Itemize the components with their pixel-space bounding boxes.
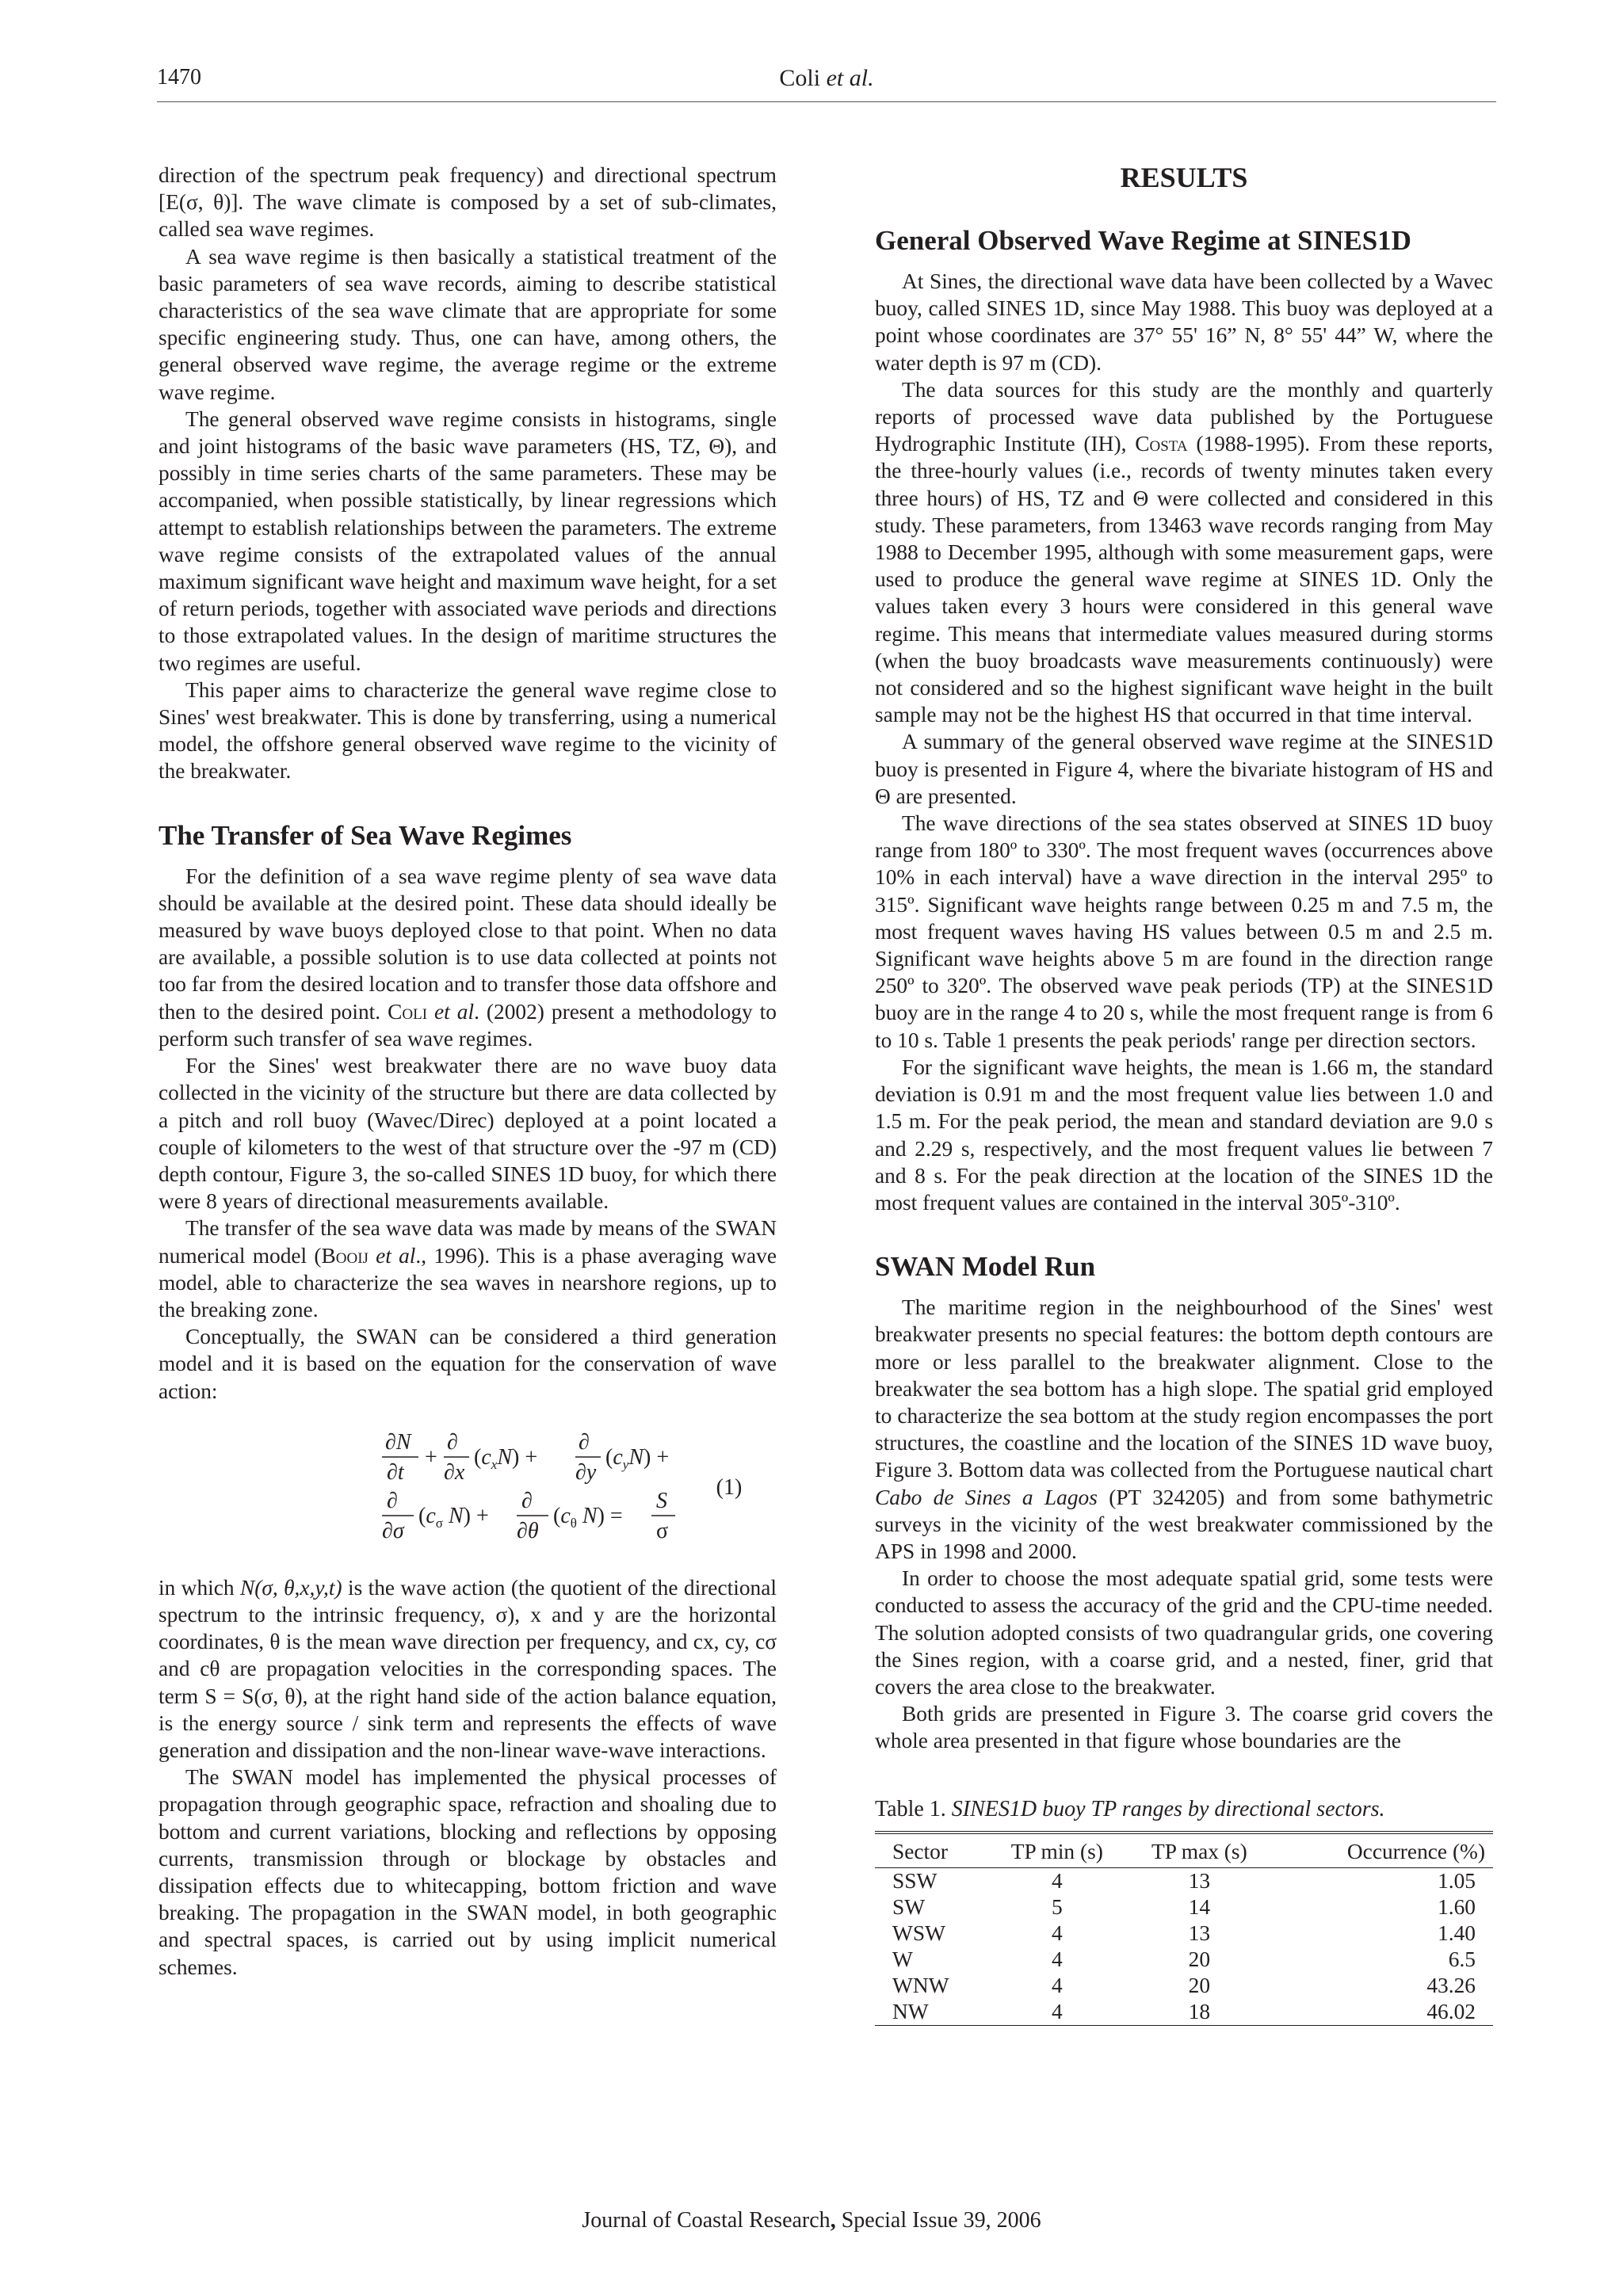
paragraph: The wave directions of the sea states observed at SINES 1D buoy range from 180º to 330º. The most frequent waves (occurrences above 10% in each interval) have a wave direction in the interval 295º to 315º. Significant wave heights range between 0.25 m and 7.5 m, the most frequent waves having HS values between 0.5 m and 2.5 m. Significant wave heights above 5 m are found in the direction range 250º to 320º. The observed wave peak periods (TP) at the SINES1D buoy are in the range 4 to 20 s, while the most frequent range is from 6 to 10 s. Table 1 presents the peak periods' range per direction sectors. — [875, 811, 1493, 1052]
section-heading-results: RESULTS — [1120, 162, 1248, 193]
paragraph: In order to choose the most adequate spatial grid, some tests were conducted to assess the accuracy of the grid and the CPU-time needed. The solution adopted consists of two quadrangular grids, one covering the Sines region, with a coarse grid, and a nested, finer, grid that covers the area close to the breakwater. — [875, 1566, 1493, 1699]
journal-name: Journal of Coastal Research — [582, 2208, 831, 2233]
text-span: The data sources for this study are the monthly and quarterly reports of processed wave data published by the Portuguese Hydrographic Institute (IH), — [875, 377, 1493, 456]
table-cell: 20 — [1188, 1947, 1211, 1971]
equation-number: (1) — [716, 1474, 743, 1500]
table-cell: 4 — [1051, 1973, 1063, 1997]
section-heading-swan: SWAN Model Run — [875, 1251, 1096, 1283]
text-span: The maritime region in the neighbourhood of the Sines' west breakwater presents no special features: the bottom depth contours are more or less parallel to the breakwater alignment. Close to the breakwater the sea bottom has a high slope. The spatial grid employed to characterize the sea bottom at the study region encompasses the port structures, the coastline and the location of the SINES 1D wave buoy, Figure 3. Bottom data was collected from the Portuguese nautical chart — [875, 1295, 1493, 1482]
section-heading-general: General Observed Wave Regime at SINES1D — [875, 225, 1411, 256]
table-row — [875, 1894, 1493, 1920]
table-header-cell: Occurrence (%) — [1272, 1833, 1493, 1868]
text-span: (1988-1995). From these reports, the three-hourly values (i.e., records of twenty minutes taken every three hours) of HS, TZ and Θ were collected and considered in this study. These parameters, from 13463 wave records ranging from May 1988 to December 1995, although with some measurement gaps, were used to produce the general wave regime at SINES 1D. Only the values taken every 3 hours were considered in this general wave regime. This means that intermediate values measured during storms (when the buoy broadcasts wave measurements continuously) were not considered and so the highest significant wave height in the built sample may not be the highest HS that occurred in that time interval. — [875, 432, 1494, 727]
paragraph: A summary of the general observed wave regime at the SINES1D buoy is presented in Figure 4, where the bivariate histogram of HS and Θ are presented. — [875, 730, 1493, 808]
table-cell: 4 — [1051, 1947, 1063, 1971]
table-header-cell: TP max (s) — [1127, 1833, 1272, 1868]
table-row — [875, 1973, 1493, 1999]
citation-author: Costa — [1135, 432, 1188, 456]
symbol-wave-action: N(σ, θ,x,y,t) — [239, 1575, 342, 1600]
text-span: in which — [158, 1575, 235, 1600]
svg-text:(cσ N) +: ($c_\sigma$ N) + — [418, 1503, 489, 1531]
right-column — [875, 162, 1493, 2026]
text-span: . (2002) present a methodology to perform such transfer of sea wave regimes. — [158, 999, 777, 1051]
svg-text:σ: σ — [656, 1518, 669, 1543]
table-cell: 4 — [1051, 1868, 1063, 1893]
table-cell: 13 — [1188, 1920, 1211, 1945]
svg-text:(cθ N) =: ($c_\theta$ N) = — [553, 1503, 623, 1531]
table-header-cell: Sector — [875, 1833, 987, 1868]
equation-1 — [158, 1428, 777, 1547]
table-cell: 20 — [1188, 1973, 1211, 1997]
svg-text:+: + — [425, 1444, 437, 1470]
text-span: (PT 324205) and from some bathymetric surveys in the vicinity of the west breakwater commissioned by the APS in 1998 and 2000. — [875, 1485, 1493, 1563]
text-span: For the definition of a sea wave regime plenty of sea wave data should be available at the desired point. These data should ideally be measured by wave buoys deployed close to that point. When no data are available, a possible solution is to use data collected at points not too far from the desired location and to transfer those data offshore and then to the desired point. — [158, 864, 777, 1024]
citation-etal: et al — [434, 999, 475, 1024]
equation-graphic — [380, 1428, 682, 1547]
svg-text:S: S — [656, 1488, 667, 1513]
text-span: ., 1996). This is a phase averaging wave model, able to characterize the sea waves in nearshore regions, up to the breaking zone. — [158, 1243, 777, 1322]
table-cell: 18 — [1127, 1999, 1272, 2026]
paragraph: A sea wave regime is then basically a statistical treatment of the basic parameters of sea wave records, aiming to describe statistical characteristics of the sea wave climate that are appropriate for some specific engineering study. Thus, one can have, among others, the general observed wave regime, the average regime or the extreme wave regime. — [158, 244, 777, 404]
section-heading-transfer: The Transfer of Sea Wave Regimes — [158, 819, 572, 851]
table-cell: W — [892, 1947, 913, 1971]
table-cell: WSW — [892, 1920, 945, 1945]
paragraph: Conceptually, the SWAN can be considered a third generation model and it is based on the equation for the conservation of wave action: — [158, 1325, 777, 1403]
svg-text:∂t: ∂t — [387, 1459, 404, 1485]
paragraph — [875, 376, 1493, 729]
paragraph: This paper aims to characterize the general wave regime close to Sines' west breakwater. This is done by transferring, using a numerical model, the offshore general observed wave regime to the vicinity of the breakwater. — [158, 677, 777, 784]
citation-author: Booij — [321, 1243, 369, 1268]
table-cell: 1.05 — [1438, 1868, 1476, 1893]
table-row — [875, 1947, 1493, 1973]
paragraph: The SWAN model has implemented the physical processes of propagation through geographic space, refraction and shoaling due to bottom and current variations, blocking and reflections by opposing currents, transmission through or blockage by obstacles and dissipation effects due to whitecapping, bottom friction and wave breaking. The propagation in the SWAN model, in both geographic and spectral spaces, is carried out by using implicit numerical schemes. — [158, 1765, 777, 1979]
svg-text:(cxN) +: $(c_xN)$ + — [474, 1444, 538, 1472]
page-number: 1470 — [157, 65, 201, 90]
table-cell: 43.26 — [1426, 1973, 1476, 1997]
table-row — [875, 1867, 1493, 1894]
svg-text:∂θ: ∂θ — [517, 1518, 539, 1543]
table-cell: 14 — [1188, 1894, 1211, 1919]
svg-text:∂: ∂ — [521, 1488, 533, 1513]
citation-author: Coli — [388, 999, 428, 1024]
paragraph — [875, 1294, 1493, 1565]
table-caption-label: Table 1. — [875, 1796, 946, 1821]
table-cell: 5 — [1051, 1894, 1063, 1919]
paragraph: For the significant wave heights, the mean is 1.66 m, the standard deviation is 0.91 m and the most frequent value lies between 1.0 and 1.5 m. For the peak period, the mean and standard deviation are 9.0 s and 2.29 s, respectively, and the most frequent values lie between 7 and 8 s. For the peak direction at the location of the SINES 1D the most frequent values are contained in the interval 305º-310º. — [875, 1055, 1493, 1215]
running-head-author: Coli — [779, 65, 821, 91]
table-caption — [875, 1796, 1493, 1823]
paragraph: direction of the spectrum peak frequency) and directional spectrum [E(σ, θ)]. The wave climate is composed by a set of sub-climates, called sea wave regimes. — [158, 163, 777, 242]
citation-etal: et al — [376, 1243, 416, 1268]
paragraph — [158, 863, 777, 1052]
table-cell: 6.5 — [1448, 1947, 1476, 1971]
journal-issue: Special Issue 39, 2006 — [841, 2208, 1041, 2233]
paragraph: For the Sines' west breakwater there are no wave buoy data collected in the vicinity of the structure but there are data collected by a pitch and roll buoy (Wavec/Direc) deployed at a point located a couple of kilometers to the west of that structure over the -97 m (CD) depth contour, Figure 3, the so-called SINES 1D buoy, for which there were 8 years of directional measurements available. — [158, 1054, 777, 1214]
table-caption-text: SINES1D buoy TP ranges by directional sectors. — [951, 1796, 1385, 1821]
table-cell: 1.60 — [1438, 1894, 1476, 1919]
running-header — [157, 62, 1496, 102]
table-cell: 46.02 — [1272, 1999, 1493, 2026]
table-row — [875, 1999, 1493, 2026]
table-header-row — [875, 1833, 1493, 1868]
chart-name: Cabo de Sines a Lagos — [875, 1485, 1098, 1509]
text-span: is the wave action (the quotient of the directional spectrum to the intrinsic frequency, σ), x and y are the horizontal coordinates, θ is the mean wave direction per frequency, and cx, cy, cσ and cθ are propagation velocities in the corresponding spaces. The term S = S(σ, θ), at the right hand side of the action balance equation, is the energy source / sink term and represents the effects of wave generation and dissipation and the non-linear wave-wave interactions. — [158, 1575, 777, 1762]
table-header-cell: TP min (s) — [987, 1833, 1127, 1868]
table-cell: SW — [892, 1894, 926, 1919]
paragraph — [158, 1574, 777, 1764]
running-head-etal: et al. — [826, 65, 874, 91]
table-cell: 1.40 — [1438, 1920, 1476, 1945]
page-footer: Journal of Coastal Research, Special Issue 39, 2006 — [582, 2208, 1041, 2233]
svg-text:∂y: ∂y — [575, 1459, 597, 1485]
svg-text:∂: ∂ — [579, 1429, 590, 1455]
svg-text:(cyN) +: $(c_yN)$ + — [605, 1444, 670, 1472]
paragraph: The general observed wave regime consists in histograms, single and joint histograms of the basic wave parameters (HS, TZ, Θ), and possibly in time series charts of the same parameters. These may be accompanied, when possible statistically, by linear regressions which attempt to establish relationships between the parameters. The extreme wave regime consists of the extrapolated values of the annual maximum significant wave height and maximum wave height, for a set of return periods, together with associated wave periods and directions to those extrapolated values. In the design of maritime structures the two regimes are useful. — [158, 406, 777, 675]
paragraph: At Sines, the directional wave data have been collected by a Wavec buoy, called SINES 1D, since May 1988. This buoy was deployed at a point whose coordinates are 37° 55' 16” N, 8° 55' 44” W, where the water depth is 97 m (CD). — [875, 269, 1493, 375]
table-cell: WNW — [892, 1973, 949, 1997]
svg-text:∂x: ∂x — [444, 1459, 465, 1485]
svg-text:∂σ: ∂σ — [382, 1518, 404, 1543]
table-cell: 4 — [1051, 1920, 1063, 1945]
table-cell: NW — [875, 1999, 987, 2026]
svg-text:∂: ∂ — [447, 1429, 458, 1455]
paragraph: Both grids are presented in Figure 3. The coarse grid covers the whole area presented in that figure whose boundaries are the — [875, 1702, 1493, 1753]
table-cell: SSW — [892, 1868, 938, 1893]
svg-text:∂: ∂ — [387, 1488, 398, 1513]
running-head — [157, 65, 1496, 92]
table-cell: 4 — [987, 1999, 1127, 2026]
table-row — [875, 1920, 1493, 1947]
text-span: The transfer of the sea wave data was made by means of the SWAN numerical model ( — [158, 1216, 777, 1268]
svg-text:∂N: ∂N — [385, 1429, 411, 1455]
paragraph — [158, 1215, 777, 1323]
table-cell: 13 — [1188, 1868, 1211, 1893]
table-tp-ranges — [875, 1831, 1493, 2026]
left-column — [158, 162, 777, 1981]
